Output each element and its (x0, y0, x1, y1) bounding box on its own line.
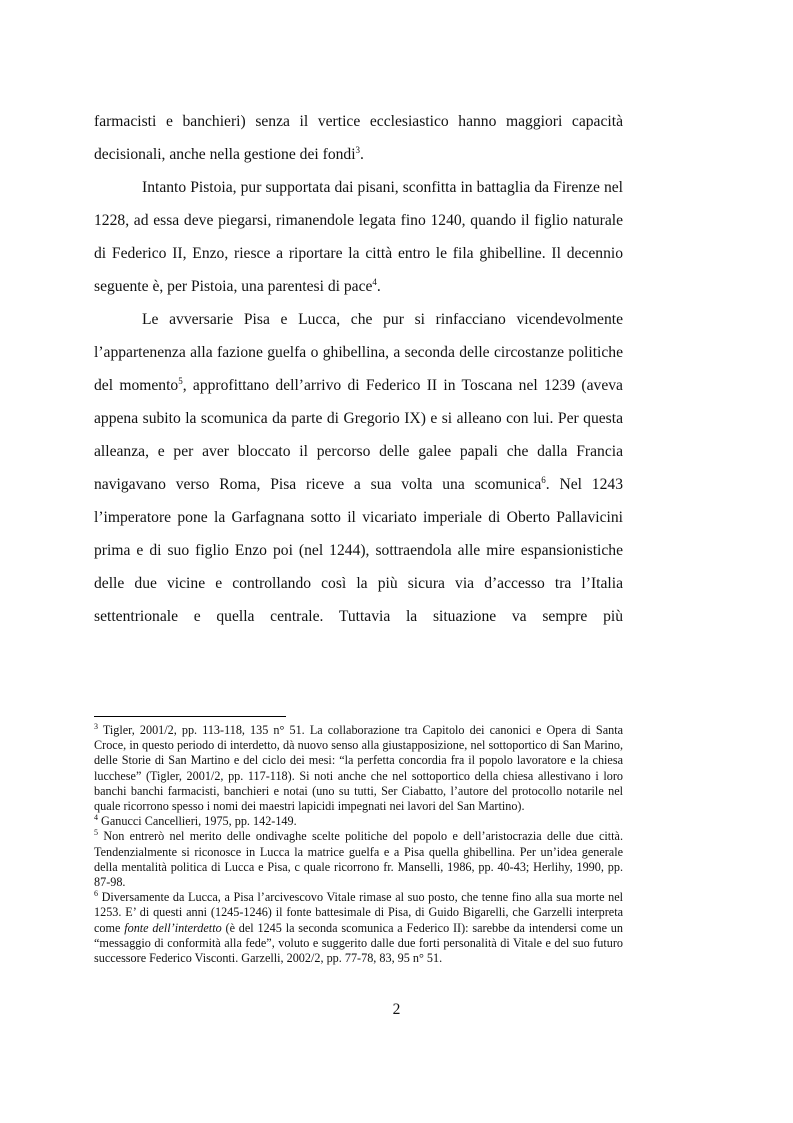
footnote-text: (è del 1245 la seconda scomunica a Federico II): sarebbe da intendersi come un “messaggio di conformità alla fede”, voluto e suggerito dalle due forti personalità di Vitale e del suo futuro successore Federico Visconti. Garzelli, 2002/2, pp. 77-78, 83, 95 n° 51. (94, 920, 623, 966)
paragraph (94, 105, 623, 171)
footnote-text: Diversamente da Lucca, a Pisa l’arcivescovo Vitale rimase al suo posto, che tenne fino alla sua morte nel 1253. E’ di questi anni (1245-1246) il fonte battesimale di Pisa, di Guido Bigarelli, che Garzelli interpreta come (94, 890, 623, 935)
footnote (94, 829, 623, 890)
paragraph-text: . (376, 278, 381, 295)
paragraph-text: . (360, 146, 364, 163)
footnote-reference[interactable]: 3 (355, 145, 361, 155)
footnote (94, 814, 623, 829)
footnote-reference[interactable]: 4 (372, 277, 377, 287)
page-number: 2 (392, 1001, 401, 1018)
footnotes (94, 723, 623, 966)
footnote-text: Ganucci Cancellieri, 1975, pp. 142-149. (98, 814, 297, 829)
footnote (94, 723, 623, 814)
footnote-reference[interactable]: 5 (178, 376, 183, 386)
footnote-number: 3 (94, 722, 98, 731)
footnote-number: 4 (94, 813, 98, 823)
paragraph-text: Intanto Pistoia, pur supportata dai pisani, sconfitta in battaglia da Firenze nel 1228, ad essa deve piegarsi, rimanendole legata fino 1240, quando il figlio naturale di Federico II, Enzo, riesce a riportare la città entro le fila ghibelline. Il decennio seguente è, per Pistoia, una parentesi di pace (94, 179, 623, 295)
footnote-reference[interactable]: 6 (541, 475, 546, 485)
paragraph-text: farmacisti e banchieri) senza il vertice ecclesiastico hanno maggiori capacità decisionali, anche nella gestione dei fondi (94, 113, 623, 163)
footnote-number: 5 (94, 828, 98, 838)
paragraph-text: Le avversarie Pisa e Lucca, che pur si rinfacciano vicendevolmente l’appartenenza alla fazione guelfa o ghibellina, a seconda delle circostanze politiche del momento (94, 311, 623, 394)
paragraph (94, 303, 623, 633)
footnote-number: 6 (94, 889, 98, 899)
main-text (94, 105, 623, 633)
paragraph-text: , approfittano dell’arrivo di Federico II in Toscana nel 1239 (aveva appena subito la scomunica da parte di Gregorio IX) e si alleano con lui. Per questa alleanza, e per aver bloccato il percorso delle galee papali che dalla Francia navigavano verso Roma, Pisa riceve a sua volta una scomunica (94, 377, 623, 493)
paragraph-text: . Nel 1243 l’imperatore pone la Garfagnana sotto il vicariato imperiale di Oberto Pallavicini prima e di suo figlio Enzo poi (nel 1244), sottraendola alle mire espansionistiche delle due vicine e controllando così la più sicura via d’accesso tra l’Italia settentrionale e quella centrale. Tuttavia la situazione va sempre più (94, 476, 623, 625)
paragraph (94, 171, 623, 303)
footnote-italic-text: fonte dell’interdetto (124, 920, 222, 935)
footnote-separator (94, 716, 286, 717)
footnote-text: Tigler, 2001/2, pp. 113-118, 135 n° 51. La collaborazione tra Capitolo dei canonici e Opera di Santa Croce, in questo periodo di interdetto, dà nuovo senso alla giustapposizione, nel sottoportico di San Marino, delle Storie di San Martino e del ciclo dei mesi: “la perfetta concordia fra il popolo lavoratore e la chiesa lucchese” (Tigler, 2001/2, pp. 117-118). Si noti anche che nel sottoportico della chiesa allestivano i loro banchi banchi farmacisti, banchieri e notai (uno su tutti, Ser Ciabatto, l’autore del protocollo notarile nel quale ricorrono spesso i nomi dei maestri lapicidi impegnati nei lavori del San Martino). (94, 723, 623, 814)
footnote (94, 890, 623, 966)
footnote-text: Non entrerò nel merito delle ondivaghe scelte politiche del popolo e dell’aristocrazia delle due città. Tendenzialmente si riconosce in Lucca la matrice guelfa e a Pisa quella ghibellina. Per un’idea generale della mentalità politica di Lucca e Pisa, c quale ricorrono fr. Manselli, 1986, pp. 40-43; Herlihy, 1990, pp. 87-98. (94, 829, 623, 890)
